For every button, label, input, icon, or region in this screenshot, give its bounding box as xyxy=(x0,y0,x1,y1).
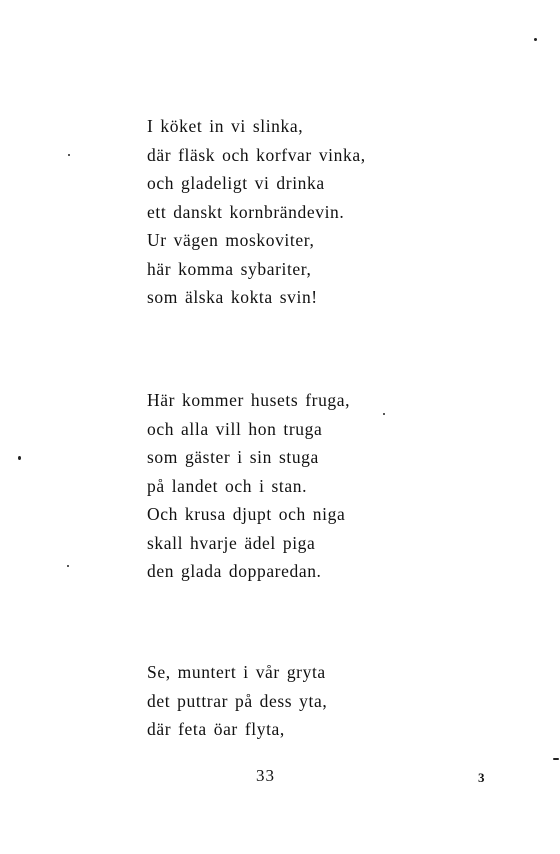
stanza-2 xyxy=(147,386,350,586)
verse-line: skall hvarje ädel piga xyxy=(147,532,316,553)
verse-line: I köket in vi slinka, xyxy=(147,116,304,136)
verse-line: och alla vill hon truga xyxy=(147,418,323,439)
verse-line: som älska kokta svin! xyxy=(147,287,318,307)
scan-speck xyxy=(553,758,559,760)
verse-line: där fläsk och korfvar vinka, xyxy=(147,144,366,165)
verse-line: Se, muntert i vår gryta xyxy=(147,662,326,682)
verse-line: som gäster i sin stuga xyxy=(147,447,319,467)
verse-line: ett danskt kornbrändevin. xyxy=(147,201,345,222)
scan-speck xyxy=(534,38,537,41)
scan-speck xyxy=(67,565,69,567)
scan-speck xyxy=(383,413,385,415)
verse-line: den glada dopparedan. xyxy=(147,561,322,581)
verse-line: och gladeligt vi drinka xyxy=(147,173,325,193)
page-number: 33 xyxy=(256,766,275,785)
verse-line: där feta öar flyta, xyxy=(147,719,285,739)
stanza-3 xyxy=(147,658,327,744)
stanza-1 xyxy=(147,112,366,312)
verse-line: Ur vägen moskoviter, xyxy=(147,230,315,250)
verse-line: på landet och i stan. xyxy=(147,475,308,496)
scan-speck xyxy=(18,456,21,460)
verse-line: här komma sybariter, xyxy=(147,258,312,279)
verse-line: Här kommer husets fruga, xyxy=(147,390,351,410)
scan-speck xyxy=(68,154,70,156)
signature-mark: 3 xyxy=(478,770,485,785)
verse-line: Och krusa djupt och niga xyxy=(147,504,346,524)
verse-line: det puttrar på dess yta, xyxy=(147,690,328,711)
